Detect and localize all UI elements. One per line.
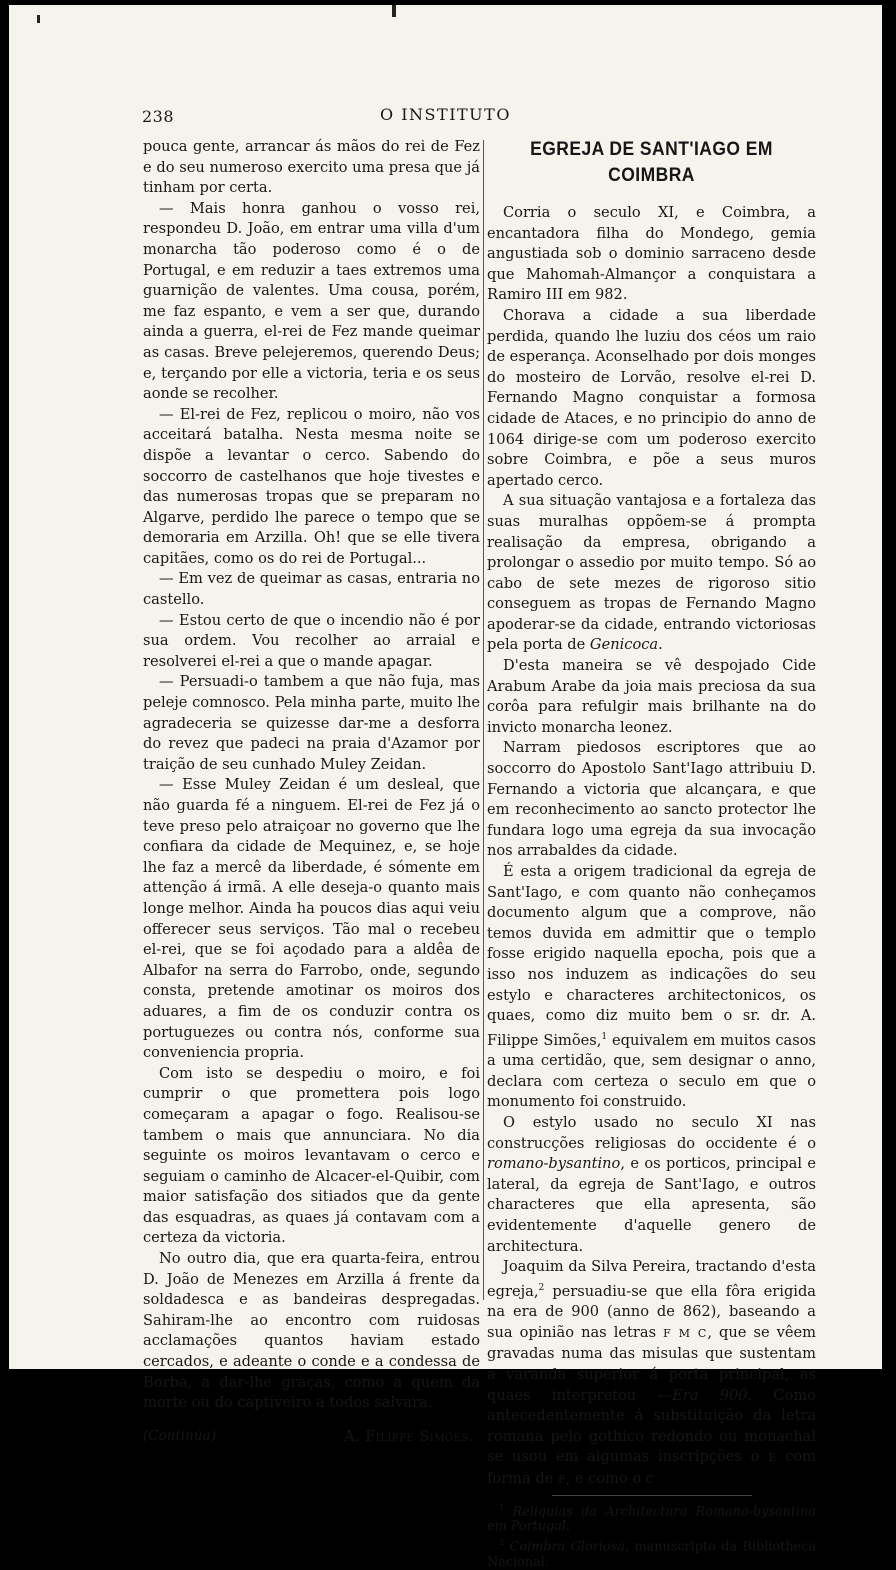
running-title: O INSTITUTO	[380, 105, 511, 124]
article-title: EGREJA DE SANT'IAGO EM COIMBRA	[530, 139, 773, 186]
paragraph: — Esse Muley Zeidan é um desleal, que não guarda fé a ninguem. El-rei de Fez já o teve preso pelo atraiçoar no governo que lhe confiara da cidade de Mequinez, e, se hoje lhe faz a mercê da liberdade, é sómente em attenção á irmã. A elle deseja-o quanto mais longe melhor. Ainda ha poucos dias aqui veiu offerecer seus serviços. Tão mal o recebeu el-rei, que se foi açodado para a aldêa de Albafor na serra do Farrobo, onde, segundo consta, pretende amotinar os moiros dos aduares, a fim de os conduzir contra os portuguezes ou contra nós, conforme sua conveniencia propria.	[143, 776, 480, 1062]
italic-term: Era 900	[672, 1386, 748, 1404]
paragraph: A sua situação vantajosa e a fortaleza das suas muralhas oppõem-se á prompta realisação da empresa, obrigando a prolongar o assedio por muito tempo. Só ao cabo de sete mezes de rigoroso sitio conseguem as tropas de Fernando Magno apoderar-se da cidade, entrando victoriosas pela porta de Genicoca.	[487, 492, 816, 654]
paragraph: — Estou certo de que o incendio não é por sua ordem. Vou recolher ao arraial e resolverei el-rei a que o mande apagar.	[143, 611, 480, 670]
column-divider	[483, 140, 484, 1300]
footnote: $^1$ Reliquias da Architectura Romano-bysantina em Portugal.	[487, 1502, 816, 1535]
paragraph: Corria o seculo XI, e Coimbra, a encantadora filha do Mondego, gemia angustiada sob o dominio sarraceno desde que Mahomah-Almançor a conquistara a Ramiro III em 982.	[487, 204, 816, 304]
author-signature: A. Filippe Simões.	[343, 1427, 474, 1445]
signature-line	[143, 1428, 480, 1445]
page	[9, 5, 882, 1570]
paragraph: pouca gente, arrancar ás mãos do rei de Fez e do seu numeroso exercito uma presa que já tinham por certa.	[143, 138, 480, 197]
paragraph: — El-rei de Fez, replicou o moiro, não vos acceitará batalha. Nesta mesma noite se dispõe a levantar o cerco. Sabendo do soccorro de castelhanos que hoje tivestes e das numerosas tropas que se preparam no Algarve, perdido lhe parece o tempo que se demoraria em Arzilla. Oh! que se elle tivera capitães, como os do rei de Portugal...	[143, 405, 480, 567]
paragraph: Com isto se despediu o moiro, e foi cumprir o que promettera pois logo começaram a apagar o fogo. Realisou-se tambem o mais que annunciara. No dia seguinte os moiros levantavam o cerco e seguiam o caminho de Alcacer-el-Quibir, com maior satisfação dos sitiados que da gente das esquadras, as quaes já contavam com a certeza da victoria.	[143, 1064, 480, 1247]
left-column	[143, 137, 480, 1445]
page-number: 238	[142, 107, 175, 126]
footnote-ref[interactable]: 1	[601, 1031, 608, 1042]
italic-term: romano-bysantino	[487, 1155, 621, 1173]
footnote: $^2$ Coimbra Gloriosa, manuscripto da Bibliotheca Nacional.	[487, 1537, 816, 1570]
footnote-separator	[552, 1495, 752, 1496]
paragraph: Joaquim da Silva Pereira, tractando d'esta egreja,$^2$ persuadiu-se que ella fôra erigida na era de 900 (anno de 862), baseando a sua opinião nas letras F M C, que se vêem gravadas numa das misulas que sustentam a varanda superior á porta principal, as quaes interpretou —Era 900. Como antecedentemente á substituição da letra romana pelo gothico redondo ou monachal se usou em algumas inscripções o E com forma de F, e como o C	[487, 1258, 817, 1487]
paragraph: Narram piedosos escriptores que ao soccorro do Apostolo Sant'Iago attribuiu D. Fernando a victoria que alcançara, e que em reconhecimento ao sancto protector lhe fundara logo uma egreja da sua invocação nos arrabaldes da cidade.	[487, 739, 816, 860]
paragraph: No outro dia, que era quarta-feira, entrou D. João de Menezes em Arzilla á frente da soldadesca e as bandeiras despregadas. Sahiram-lhe ao encontro com ruidosas acclamações quantos haviam estado cercados, e adeante o conde e a condessa de Borba, a dar-lhe graças, como a quem da morte ou do captiveiro a todos salvara.	[143, 1250, 480, 1412]
paragraph: O estylo usado no seculo XI nas construcções religiosas do occidente é o romano-bysantino, e os porticos, principal e lateral, da egreja de Sant'Iago, e outros characteres que ella apresenta, são evidentemente d'aquelle genero de architectura.	[487, 1113, 816, 1255]
paragraph: Chorava a cidade a sua liberdade perdida, quando lhe luziu dos céos um raio de esperança. Aconselhado por dois monges do mosteiro de Lorvão, resolve el-rei D. Fernando Magno conquistar a formosa cidade de Ataces, e no principio do anno de 1064 dirige-se com um poderoso exercito sobre Coimbra, e põe a seus muros apertado cerco.	[487, 306, 816, 489]
paragraph: — Em vez de queimar as casas, entraria no castello.	[143, 570, 480, 609]
print-mark	[392, 5, 396, 17]
italic-term: Genicoca	[589, 636, 659, 654]
print-mark	[37, 15, 40, 23]
paragraph: — Mais honra ganhou o vosso rei, respondeu D. João, em entrar uma villa d'um monarcha tão poderoso como é o de Portugal, e em reduzir a taes extremos uma guarnição de valentes. Uma cousa, porém, me faz espanto, e vem a ser que, durando ainda a guerra, el-rei de Fez mande queimar as casas. Breve pelejeremos, querendo Deus; e, terçando por elle a victoria, teria e os seus aonde se recolher.	[143, 199, 480, 403]
continua-label: (Continúa)	[143, 1427, 216, 1444]
small-caps-letters: F M C	[663, 1326, 708, 1340]
paragraph: D'esta maneira se vê despojado Cide Arabum Arabe da joia mais preciosa da sua corôa para refulgir mais brilhante na do invicto monarcha leonez.	[487, 657, 816, 736]
footnotes	[487, 1500, 816, 1570]
footnote-ref[interactable]: 2	[538, 1282, 545, 1293]
paragraph: — Persuadi-o tambem a que não fuja, mas peleje comnosco. Pela minha parte, muito lhe agradeceria se quizesse dar-me a desforra do revez que padeci na praia d'Azamor por traição de seu cunhado Muley Zeidan.	[143, 673, 480, 773]
paragraph: É esta a origem tradicional da egreja de Sant'Iago, e com quanto não conheçamos documento algum que a comprove, não temos duvida em admittir que o templo fosse erigido naquella epocha, pois que a isso nos induzem as indicações do seu estylo e characteres architectonicos, os quaes, como diz muito bem o sr. dr. A. Filippe Simões,$^1$ equivalem em muitos casos a uma certidão, que, sem designar o anno, declara com certeza o seculo em que o monumento foi construido.	[487, 863, 816, 1111]
right-column	[487, 137, 816, 1570]
